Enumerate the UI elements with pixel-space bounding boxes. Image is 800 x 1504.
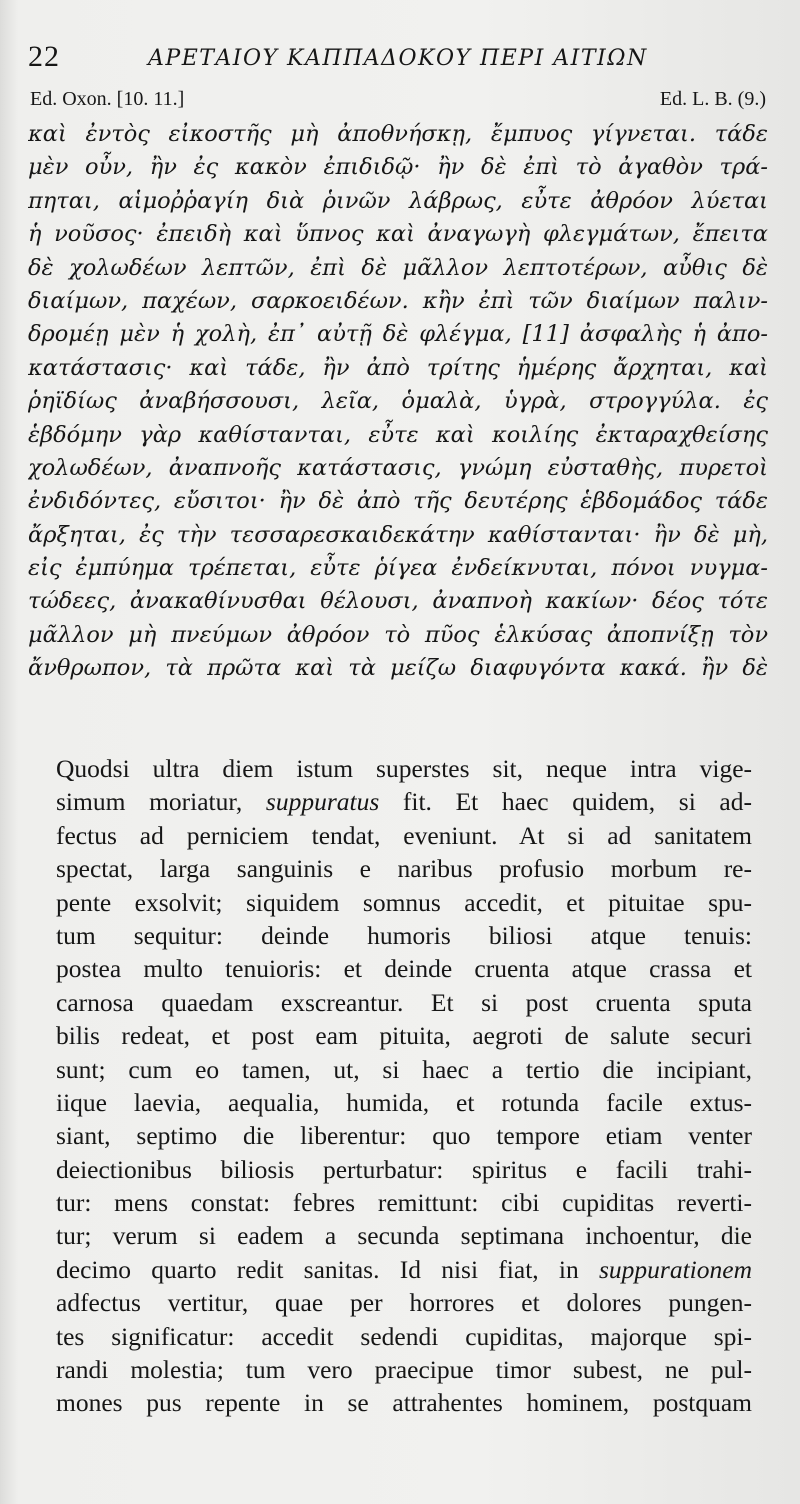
greek-line: πηται, αἱμοῤῥαγίη διὰ ῥινῶν λάβρως, εὖτε ἀθρόον λύεται [28, 187, 768, 214]
greek-line: δὲ χολωδέων λεπτῶν, ἐπὶ δὲ μᾶλλον λεπτοτέρων, αὖθις δὲ [28, 254, 768, 281]
latin-italic-term: suppuratus [265, 787, 380, 817]
page-header [28, 34, 768, 82]
greek-text-block [28, 118, 768, 686]
latin-line: tur; verum si eadem a secunda septimana inchoentur, die [56, 1221, 752, 1251]
edition-ref-leiden: Ed. L. B. (9.) [659, 88, 766, 110]
latin-line: pente exsolvit; siquidem somnus accedit, et pituitae spu- [56, 887, 752, 917]
latin-italic-term: suppurationem [599, 1254, 752, 1284]
latin-line: adfectus vertitur, quae per horrores et dolores pungen- [56, 1288, 752, 1318]
latin-line: carnosa quaedam exscreantur. Et si post cruenta sputa [56, 987, 752, 1017]
latin-line: tes significatur: accedit sedendi cupiditas, majorque spi- [56, 1321, 752, 1351]
latin-line: Quodsi ultra diem istum superstes sit, neque intra vige- [56, 754, 752, 783]
latin-line-tail: fit. Et haec quidem, si ad- [379, 787, 752, 817]
latin-line-lead: decimo quarto redit sanitas. Id nisi fiat, in [56, 1254, 599, 1284]
page-number: 22 [28, 40, 60, 73]
latin-line [56, 785, 752, 818]
latin-translation-block [56, 752, 752, 1420]
latin-line: tum sequitur: deinde humoris biliosi atque tenuis: [56, 920, 752, 950]
greek-line: εἰς ἐμπύημα τρέπεται, εὖτε ῥίγεα ἐνδείκνυται, πόνοι νυγμα- [28, 555, 768, 582]
latin-line: iique laevia, aequalia, humida, et rotunda facile extus- [56, 1087, 752, 1117]
latin-line: deiectionibus biliosis perturbatur: spiritus e facili trahi- [56, 1154, 752, 1184]
greek-line: ἄρξηται, ἐς τὴν τεσσαρεσκαιδεκάτην καθίστανται· ἢν δὲ μὴ, [28, 521, 768, 548]
greek-line: ῥηϊδίως ἀναβήσσουσι, λεῖα, ὁμαλὰ, ὑγρὰ, στρογγύλα. ἐς [28, 388, 768, 415]
latin-line: tur: mens constat: febres remittunt: cibi cupiditas reverti- [56, 1188, 752, 1218]
latin-line: siant, septimo die liberentur: quo tempore etiam venter [56, 1121, 752, 1151]
greek-line: τώδεες, ἀνακαθίνυσθαι θέλουσι, ἀναπνοὴ κακίων· δέος τότε [28, 588, 768, 615]
greek-line: ἐνδιδόντες, εὔσιτοι· ἢν δὲ ἀπὸ τῆς δευτέρης ἑβδομάδος τάδε [28, 488, 768, 515]
latin-line: sunt; cum eo tamen, ut, si haec a tertio die incipiant, [56, 1054, 752, 1084]
greek-line: κατάστασις· καὶ τάδε, ἢν ἀπὸ τρίτης ἡμέρης ἄρχηται, καὶ [28, 354, 768, 381]
greek-line: μὲν οὖν, ἢν ἐς κακὸν ἐπιδιδῷ· ἢν δὲ ἐπὶ τὸ ἀγαθὸν τρά- [28, 154, 768, 181]
latin-line: fectus ad perniciem tendat, eveniunt. At si ad sanitatem [56, 820, 752, 850]
running-title: ΑΡΕΤΑΙΟΥ ΚΑΠΠΑΔΟΚΟΥ ΠΕΡΙ ΑΙΤΙΩΝ [148, 46, 648, 71]
latin-line: postea multo tenuioris: et deinde cruenta atque crassa et [56, 954, 752, 984]
greek-line: χολωδέων, ἀναπνοῆς κατάστασις, γνώμη εὐσταθὴς, πυρετοὶ [28, 454, 768, 481]
greek-line: καὶ ἐντὸς εἰκοστῆς μὴ ἀποθνήσκῃ, ἔμπυος γίγνεται. τάδε [28, 121, 768, 147]
greek-line: δρομέῃ μὲν ἡ χολὴ, ἐπ᾽ αὐτῇ δὲ φλέγμα, [11] ἀσφαλὴς ἡ ἀπο- [28, 321, 768, 348]
latin-line: spectat, larga sanguinis e naribus profusio morbum re- [56, 854, 752, 884]
latin-line: bilis redeat, et post eam pituita, aegroti de salute securi [56, 1021, 752, 1051]
greek-line: διαίμων, παχέων, σαρκοειδέων. κἢν ἐπὶ τῶν διαίμων παλιν- [28, 287, 768, 314]
latin-line: randi molestia; tum vero praecipue timor subest, ne pul- [56, 1355, 752, 1385]
greek-line: ἄνθρωπον, τὰ πρῶτα καὶ τὰ μείζω διαφυγόντα κακά. ἢν δὲ [28, 655, 768, 682]
greek-line: μᾶλλον μὴ πνεύμων ἀθρόον τὸ πῦος ἑλκύσας ἀποπνίξῃ τὸν [28, 621, 768, 648]
latin-line: mones pus repente in se attrahentes hominem, postquam [56, 1388, 752, 1418]
edition-references [30, 88, 766, 118]
greek-line: ἡ νοῦσος· ἐπειδὴ καὶ ὕπνος καὶ ἀναγωγὴ φλεγμάτων, ἔπειτα [28, 221, 768, 248]
greek-line: ἑβδόμην γὰρ καθίστανται, εὖτε καὶ κοιλίης ἐκταραχθείσης [28, 421, 768, 448]
latin-line-lead: simum moriatur, [56, 787, 266, 817]
latin-line [56, 1253, 752, 1286]
edition-ref-oxford: Ed. Oxon. [10. 11.] [30, 88, 185, 110]
